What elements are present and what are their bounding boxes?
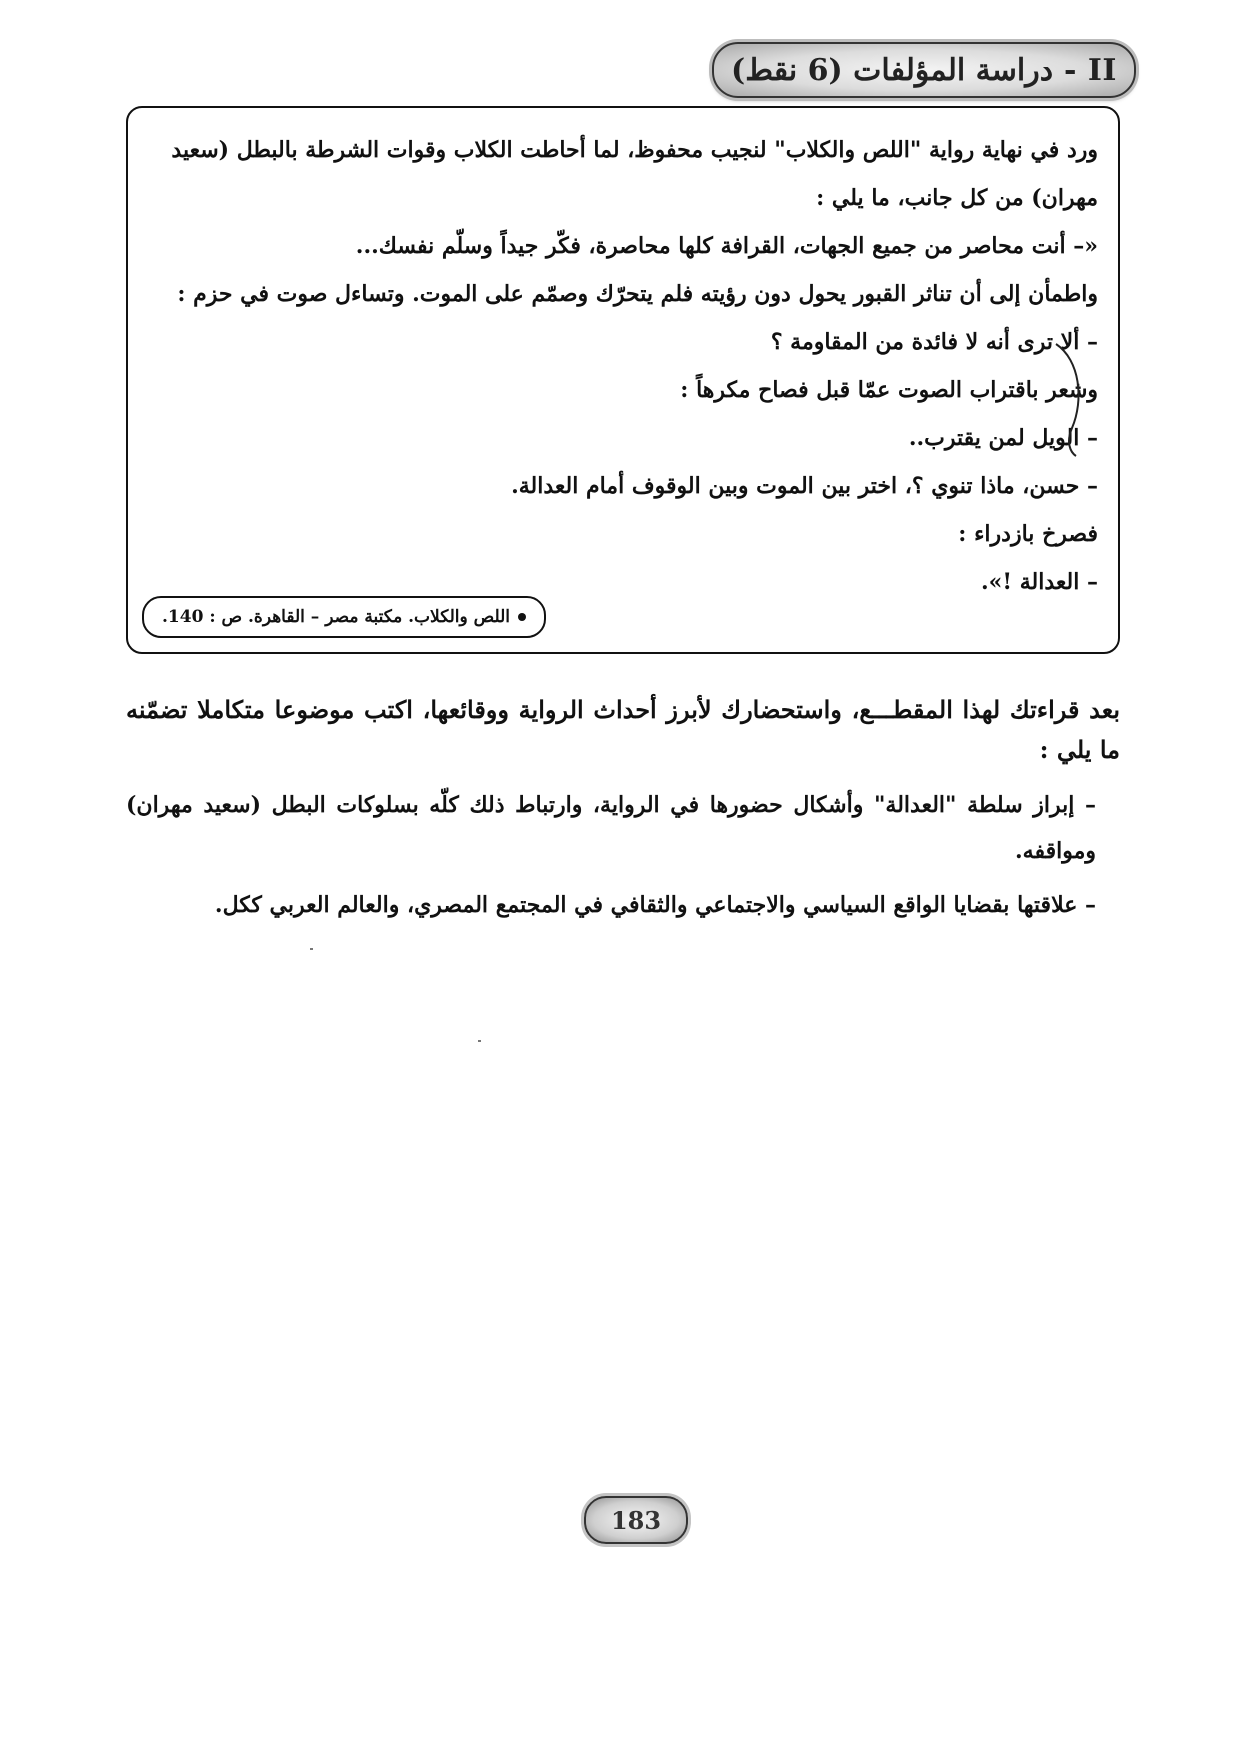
excerpt-line: – حسن، ماذا تنوي ؟، اختر بين الموت وبين الوقوف أمام العدالة. (511, 473, 1098, 499)
source-citation (142, 596, 546, 638)
excerpt-line: واطمأن إلى أن تناثر القبور يحول دون رؤيته فلم يتحرّك وصمّم على الموت. وتساءل صوت في حزم : (177, 281, 1098, 307)
excerpt-line: وشعر باقتراب الصوت عمّا قبل فصاح مكرهاً : (680, 377, 1098, 403)
pen-mark-icon (1050, 340, 1090, 460)
citation-text: اللص والكلاب. مكتبة مصر – القاهرة. ص : 140. (162, 607, 510, 627)
excerpt-box (126, 106, 1120, 654)
instructions (126, 690, 1120, 936)
excerpt-line: «– أنت محاصر من جميع الجهات، القرافة كلها محاصرة، فكّر جيداً وسلّم نفسك... (355, 233, 1098, 259)
excerpt-line: ورد في نهاية رواية "اللص والكلاب" لنجيب محفوظ، لما أحاطت الكلاب وقوات الشرطة بالبطل (سعيد (171, 137, 1098, 163)
excerpt-line: – ألا ترى أنه لا فائدة من المقاومة ؟ (770, 329, 1098, 355)
scan-speck (478, 1040, 481, 1042)
instructions-lead: بعد قراءتك لهذا المقطـــع، واستحضارك لأبرز أحداث الرواية ووقائعها، اكتب موضوعا متكاملا تضمّنه ما يلي : (126, 695, 1120, 764)
excerpt-line: فصرخ بازدراء : (958, 521, 1098, 547)
instruction-item: – علاقتها بقضايا الواقع السياسي والاجتماعي والثقافي في المجتمع المصري، والعالم العربي ككل. (214, 892, 1096, 918)
excerpt-line: – العدالة !». (981, 569, 1098, 595)
bullet-icon (518, 613, 526, 621)
excerpt-line: – الويل لمن يقترب.. (908, 425, 1098, 451)
section-title: II - دراسة المؤلفات (6 نقط) (731, 52, 1117, 88)
page-number-badge (584, 1496, 688, 1544)
instruction-item: – إبراز سلطة "العدالة" وأشكال حضورها في الرواية، وارتباط ذلك كلّه بسلوكات البطل (سعيد مهران) ومواقفه. (126, 792, 1096, 864)
scan-speck (310, 948, 313, 950)
page-number: 183 (610, 1505, 662, 1535)
section-title-badge (712, 42, 1136, 98)
excerpt-line: مهران) من كل جانب، ما يلي : (816, 185, 1098, 211)
